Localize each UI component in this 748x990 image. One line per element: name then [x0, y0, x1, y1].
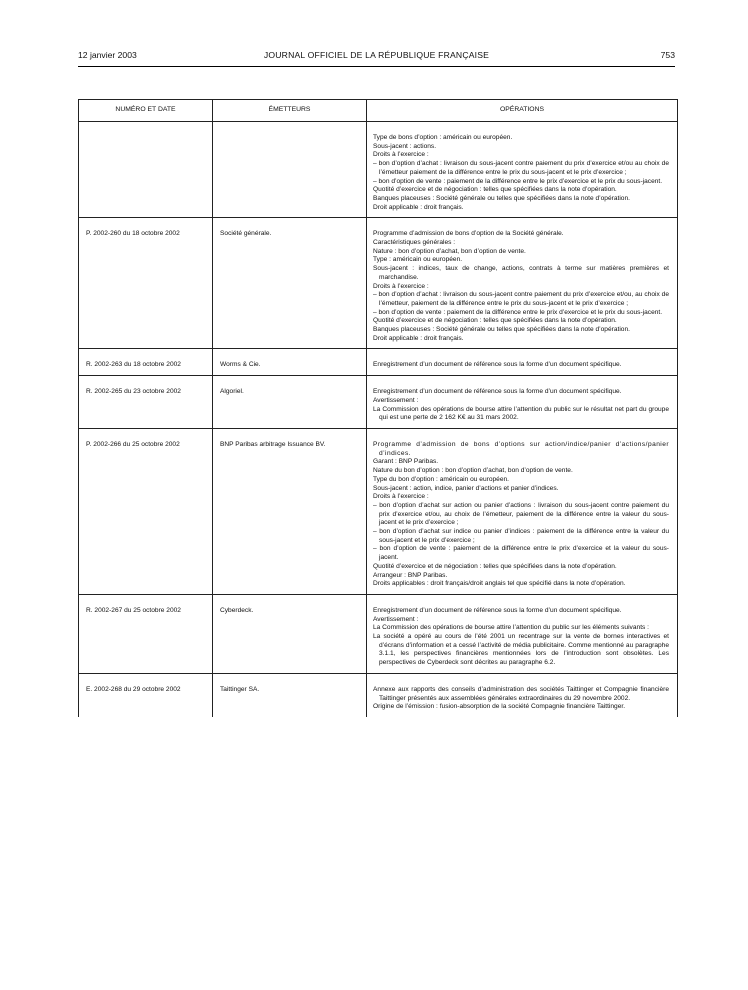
- operation-line: Programme d’admission de bons d’option de la Société générale.: [373, 230, 564, 238]
- emetteur-cell: Algoriel.: [213, 376, 367, 429]
- operations-cell: [367, 673, 678, 717]
- operation-line: Avertissement :: [373, 615, 419, 623]
- journal-title: JOURNAL OFFICIEL DE LA RÉPUBLIQUE FRANÇAISE: [263, 50, 490, 60]
- table-row: [79, 673, 678, 717]
- emetteur-cell: Worms & Cie.: [213, 349, 367, 376]
- operation-line: Annexe aux rapports des conseils d’administration des sociétés Taittinger et Compagnie financière Taittinger présentés aux assemblées générales extraordinaires du 29 novembre 2002.: [373, 685, 669, 702]
- operations-table: [78, 99, 678, 717]
- column-header-numero: NUMÉRO ET DATE: [79, 100, 213, 122]
- operation-line: Banques placeuses : Société générale ou telles que spécifiées dans la note d’opération.: [373, 326, 630, 334]
- table-row: [79, 594, 678, 673]
- operation-line: – bon d’option d’achat sur action ou panier d’actions : livraison du sous-jacent contre paiement du prix d’exercice et/ou, au choix de l’émetteur, paiement de la différence entre la valeur du sous-jacent et le prix d’exercice ;: [373, 501, 669, 527]
- header-rule: [78, 66, 675, 67]
- column-header-operations: OPÉRATIONS: [367, 100, 678, 122]
- numero-cell: E. 2002-268 du 29 octobre 2002: [79, 673, 213, 717]
- operation-line: Type de bons d’option : américain ou européen.: [373, 134, 513, 141]
- operation-line: Sous-jacent : indices, taux de change, actions, contrats à terme sur matières premières et marchandise.: [373, 265, 669, 281]
- operation-line: – bon d’option de vente : paiement de la différence entre le prix d’exercice et le prix du sous-jacent.: [373, 308, 663, 316]
- operation-line: Droits applicables : droit français/droit anglais tel que spécifié dans la note d’opération.: [373, 580, 626, 588]
- operation-line: Type du bon d’option : américain ou européen.: [373, 475, 509, 483]
- operation-line: – bon d’option de vente : paiement de la différence entre le prix d’exercice et la valeur du sous-jacent.: [373, 545, 669, 562]
- operation-line: Banques placeuses : Société générale ou telles que spécifiées dans la note d’opération.: [373, 194, 630, 202]
- operation-line: Droits à l’exercice :: [373, 282, 429, 290]
- operation-line: – bon d’option d’achat : livraison du sous-jacent contre paiement du prix d’exercice et/ou au choix de l’émetteur paiement de la différence entre le prix du sous-jacent et le prix d’exercice ;: [373, 160, 669, 176]
- operation-line: Origine de l’émission : fusion-absorption de la société Compagnie financière Taittinger.: [373, 703, 626, 711]
- operation-line: Enregistrement d’un document de référence sous la forme d’un document spécifique.: [373, 606, 622, 614]
- operation-line: Avertissement :: [373, 396, 419, 404]
- operation-line: Nature : bon d’option d’achat, bon d’option de vente.: [373, 247, 526, 255]
- operations-cell: [367, 428, 678, 594]
- operation-line: Programme d’admission de bons d’options sur action/indice/panier d’actions/panier d’indices.: [373, 440, 669, 457]
- operation-line: Enregistrement d’un document de référence sous la forme d’un document spécifique.: [373, 361, 622, 369]
- operation-line: Droits à l’exercice :: [373, 151, 429, 159]
- operation-line: La Commission des opérations de bourse attire l’attention du public sur le résultat net part du groupe qui est une perte de 2 162 K€ au 31 mars 2002.: [373, 405, 669, 422]
- emetteur-cell: Cyberdeck.: [213, 594, 367, 673]
- operation-line: – bon d’option d’achat : livraison du sous-jacent contre paiement du prix d’exercice et/ou, au choix de l’émetteur, paiement de la différence entre le prix du sous-jacent et le prix d’exercice ;: [373, 291, 669, 307]
- operations-cell: [367, 218, 678, 349]
- operation-line: La Commission des opérations de bourse attire l’attention du public sur les éléments suivants :: [373, 624, 649, 632]
- operation-line: Droits à l’exercice :: [373, 493, 429, 501]
- operation-line: Droit applicable : droit français.: [373, 334, 464, 342]
- table-row: [79, 218, 678, 349]
- operation-line: – bon d’option de vente : paiement de la différence entre le prix d’exercice et le prix du sous-jacent.: [373, 177, 663, 185]
- header-date: 12 janvier 2003: [78, 50, 137, 60]
- column-header-emetteurs: ÉMETTEURS: [213, 100, 367, 122]
- operations-cell: [367, 122, 678, 218]
- running-header: [78, 50, 675, 64]
- operation-line: Arrangeur : BNP Paribas.: [373, 571, 448, 579]
- operation-line: Enregistrement d’un document de référence sous la forme d’un document spécifique.: [373, 388, 622, 396]
- table-row: [79, 376, 678, 429]
- operation-line: Quotité d’exercice et de négociation : telles que spécifiées dans la note d’opération.: [373, 317, 617, 325]
- operation-line: Quotité d’exercice et de négociation : telles que spécifiées dans la note d’opération.: [373, 562, 617, 570]
- operation-line: Type : américain ou européen.: [373, 256, 463, 264]
- operations-cell: [367, 376, 678, 429]
- operation-line: Sous-jacent : action, indice, panier d’actions et panier d’indices.: [373, 484, 559, 492]
- operation-line: Caractéristiques générales :: [373, 239, 456, 247]
- numero-cell: R. 2002-265 du 23 octobre 2002: [79, 376, 213, 429]
- table-header-row: [79, 100, 678, 122]
- operation-line: Nature du bon d’option : bon d’option d’achat, bon d’option de vente.: [373, 467, 573, 475]
- operation-line: Droit applicable : droit français.: [373, 203, 464, 211]
- numero-cell: R. 2002-267 du 25 octobre 2002: [79, 594, 213, 673]
- operation-line: Sous-jacent : actions.: [373, 142, 437, 150]
- operation-line: Quotité d’exercice et de négociation : telles que spécifiées dans la note d’opération.: [373, 186, 617, 194]
- emetteur-cell: BNP Paribas arbitrage Issuance BV.: [213, 428, 367, 594]
- operation-line: La société a opéré au cours de l’été 2001 un recentrage sur la vente de bornes interactives et d’écrans d’information et a cessé l’activité de média publicitaire. Comme mentionné au paragraphe 3.1.1, les perspectives financières mentionnées lors de l’introduction sont obsolètes. Les perspectives de Cyberdeck sont décrites au paragraphe 6.2.: [373, 633, 669, 667]
- numero-cell: P. 2002-260 du 18 octobre 2002: [79, 218, 213, 349]
- operations-cell: [367, 594, 678, 673]
- table-row: [79, 428, 678, 594]
- emetteur-cell: [213, 122, 367, 218]
- operation-line: – bon d’option d’achat sur indice ou panier d’indices : paiement de la différence entre la valeur du sous-jacent et le prix d’exercice ;: [373, 528, 669, 544]
- table-row: [79, 122, 678, 218]
- page-number: 753: [660, 50, 675, 60]
- table-row: [79, 349, 678, 376]
- numero-cell: R. 2002-263 du 18 octobre 2002: [79, 349, 213, 376]
- emetteur-cell: Taittinger SA.: [213, 673, 367, 717]
- numero-cell: [79, 122, 213, 218]
- numero-cell: P. 2002-266 du 25 octobre 2002: [79, 428, 213, 594]
- operation-line: Garant : BNP Paribas.: [373, 458, 439, 466]
- emetteur-cell: Société générale.: [213, 218, 367, 349]
- operations-cell: [367, 349, 678, 376]
